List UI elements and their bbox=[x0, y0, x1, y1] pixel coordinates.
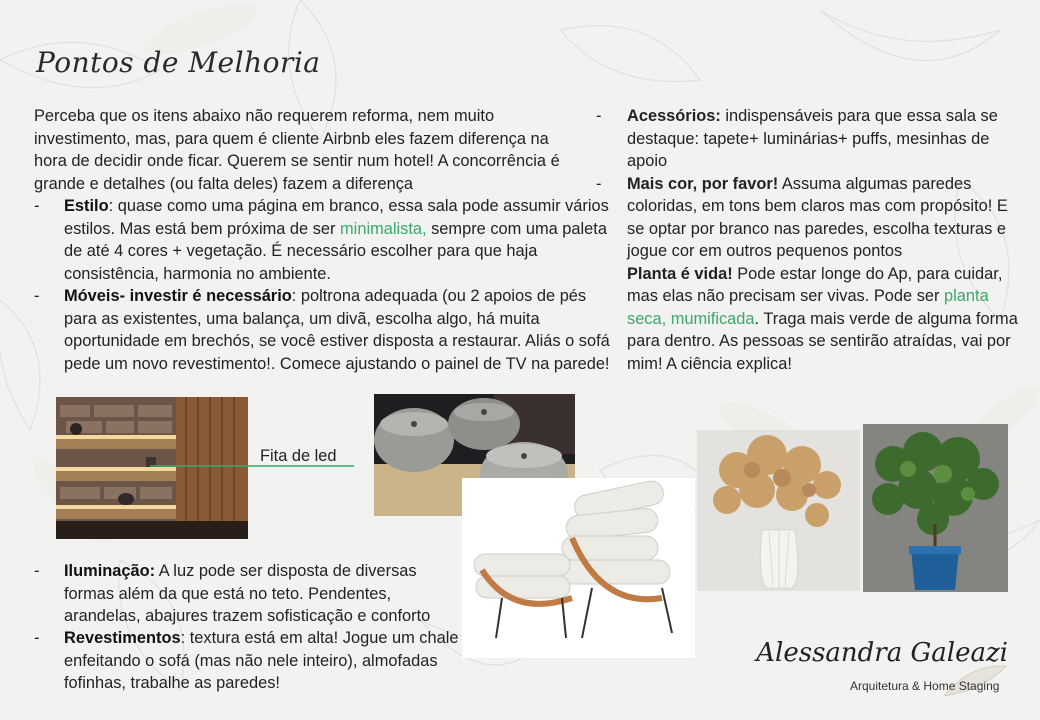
item-text: : textura está em alta! Jogue um chale enfeitando o sofá (mas não nele inteiro), almofadas fofinhas, trabalhe as paredes! bbox=[64, 629, 459, 692]
item-moveis bbox=[64, 285, 612, 375]
bullet-dash: - bbox=[34, 197, 40, 215]
item-planta bbox=[627, 263, 1022, 376]
item-text: poltrona adequada (ou 2 apoios de pés para as existentes, uma balança, um divã, escolha algo, há muita oportunidade em brechós, se você estiver disposta a restaurar. Aliás o sofá pede um novo revestimento!. Comece ajustando o painel de TV na parede! bbox=[64, 287, 610, 373]
page-title: Pontos de Melhoria bbox=[36, 46, 321, 79]
item-heading: Estilo bbox=[64, 197, 109, 215]
item-mais-cor bbox=[627, 173, 1022, 263]
highlight-planta-seca: planta seca, mumificada bbox=[627, 287, 989, 328]
green-plant-pot-photo bbox=[863, 424, 1008, 592]
item-text: Assuma algumas paredes coloridas, em tons bem claros mas com propósito! E se optar por branco nas paredes, escolha texturas e jogue cor em outros pequenos pontos bbox=[627, 174, 1008, 260]
item-heading: Mais cor, por favor! bbox=[627, 174, 779, 193]
item-separator: : bbox=[108, 197, 118, 215]
item-heading: Iluminação: bbox=[64, 562, 156, 580]
bullet-dash: - bbox=[34, 562, 40, 580]
highlight-minimalista: minimalista, bbox=[340, 219, 427, 238]
item-text: quase como uma página em branco, essa sala pode assumir vários estilos. Mas está bem próxima de ser bbox=[64, 197, 609, 238]
right-column bbox=[627, 105, 1022, 375]
item-iluminacao bbox=[64, 560, 464, 628]
intro-paragraph: Perceba que os itens abaixo não requerem reforma, nem muito investimento, mas, para quem é cliente Airbnb eles fazem diferença na hora de decidir onde ficar. Querem se sentir num hotel! A concorrência é grande e detalhes (ou falta deles) fazem a diferença bbox=[34, 107, 560, 193]
item-estilo bbox=[64, 195, 612, 285]
item-text: sempre com uma paleta de até 4 cores + vegetação. É necessário escolher para que haja consistência, harmonia no ambiente. bbox=[64, 219, 607, 283]
item-text: Pode estar longe do Ap, para cuidar, mas elas não precisam ser vivas. Pode ser bbox=[627, 264, 1003, 305]
item-text: indispensáveis para que essa sala se destaque: tapete+ luminárias+ puffs, mesinhas de apoio bbox=[627, 107, 998, 170]
item-acessorios bbox=[627, 105, 1022, 173]
item-heading: Planta é vida! bbox=[627, 264, 733, 283]
bullet-dash: - bbox=[596, 175, 602, 193]
item-text: A luz pode ser disposta de diversas formas além da que está no teto. Pendentes, arandelas, abajures trazem sofisticação e conforto bbox=[64, 562, 431, 625]
item-heading: Acessórios: bbox=[627, 107, 721, 125]
item-text: . Traga mais verde de alguma forma para dentro. As pessoas se sentirão atraídas, vai por mim! A ciência explica! bbox=[627, 309, 1018, 373]
bullet-dash: - bbox=[34, 629, 40, 647]
armchair-ottoman-photo bbox=[462, 478, 695, 658]
signature-subtitle: Arquitetura & Home Staging bbox=[850, 679, 1000, 693]
item-revestimentos bbox=[64, 627, 464, 695]
item-separator: : bbox=[291, 287, 301, 305]
item-heading: Revestimentos bbox=[64, 629, 181, 647]
signature-name: Alessandra Galeazi bbox=[756, 638, 1008, 668]
bullet-dash: - bbox=[596, 107, 602, 125]
caption-fita-de-led: Fita de led bbox=[260, 447, 337, 465]
bullet-dash: - bbox=[34, 287, 40, 305]
dried-plant-vase-photo bbox=[697, 430, 860, 591]
item-heading: Móveis- investir é necessário bbox=[64, 287, 292, 305]
